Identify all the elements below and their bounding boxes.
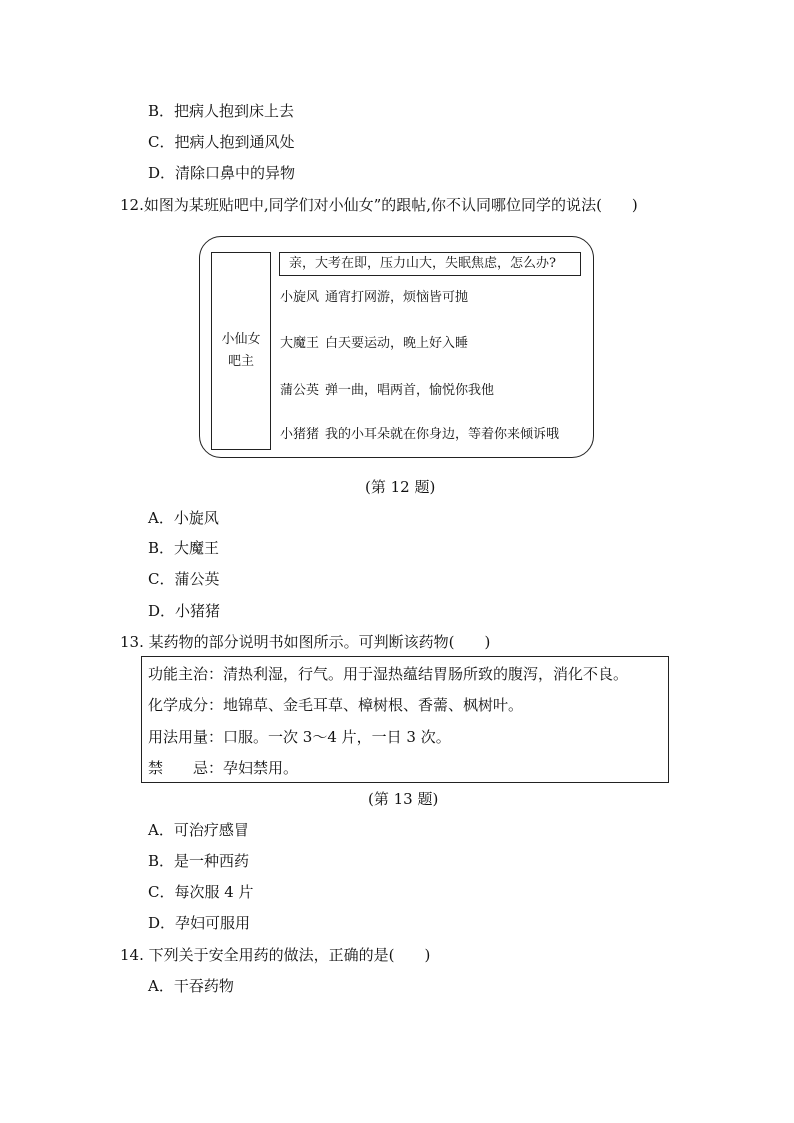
q11-option-c: C．把病人抱到通风处	[148, 133, 295, 151]
q13-caption: (第 13 题)	[368, 790, 439, 808]
forum-reply	[280, 291, 468, 304]
q13-option-b: B．是一种西药	[148, 852, 250, 870]
forum-reply	[280, 337, 468, 350]
leaflet-ingredients: 化学成分：地锦草、金毛耳草、樟树根、香薷、枫树叶。	[148, 696, 524, 714]
q13-option-d: D．孕妇可服用	[148, 914, 251, 932]
q13-option-a: A．可治疗感冒	[148, 821, 249, 839]
reply-author: 蒲公英	[280, 383, 320, 398]
q11-option-d: D．清除口鼻中的异物	[148, 164, 296, 182]
leaflet-dosage: 用法用量：口服。一次 3～4 片，一日 3 次。	[148, 728, 451, 746]
q13-stem: 13. 某药物的部分说明书如图所示。可判断该药物( )	[120, 633, 491, 651]
q11-option-b: B．把病人抱到床上去	[148, 102, 295, 120]
reply-author: 小猪猪	[280, 427, 320, 442]
reply-author: 小旋风	[280, 290, 320, 305]
q12-option-b: B．大魔王	[148, 539, 220, 557]
leaflet-contraindications: 禁 忌：孕妇禁用。	[148, 759, 299, 777]
reply-text: 弹一曲，唱两首，愉悦你我他	[325, 383, 495, 398]
reply-text: 通宵打网游，烦恼皆可抛	[325, 290, 469, 305]
q12-option-a: A．小旋风	[148, 509, 219, 527]
forum-owner-role: 吧主	[227, 354, 254, 369]
forum-post: 亲，大考在即，压力山大，失眠焦虑，怎么办?	[279, 252, 581, 276]
q12-stem: 12.如图为某班贴吧中,同学们对小仙女”的跟帖,你不认同哪位同学的说法( )	[120, 196, 638, 214]
leaflet-indications: 功能主治：清热利湿，行气。用于湿热蕴结胃肠所致的腹泻，消化不良。	[148, 665, 629, 683]
q12-caption: (第 12 题)	[365, 478, 436, 496]
q13-option-c: C．每次服 4 片	[148, 883, 254, 901]
forum-owner-name: 小仙女	[221, 332, 261, 347]
forum-reply	[280, 428, 559, 441]
q14-stem: 14. 下列关于安全用药的做法，正确的是( )	[120, 946, 431, 964]
reply-author: 大魔王	[280, 336, 320, 351]
q14-option-a: A．干吞药物	[148, 977, 234, 995]
reply-text: 白天要运动，晚上好入睡	[325, 336, 469, 351]
reply-text: 我的小耳朵就在你身边，等着你来倾诉哦	[325, 427, 560, 442]
forum-owner-box	[211, 252, 271, 450]
q12-option-c: C．蒲公英	[148, 570, 220, 588]
forum-reply	[280, 384, 494, 397]
q12-option-d: D．小猪猪	[148, 602, 221, 620]
